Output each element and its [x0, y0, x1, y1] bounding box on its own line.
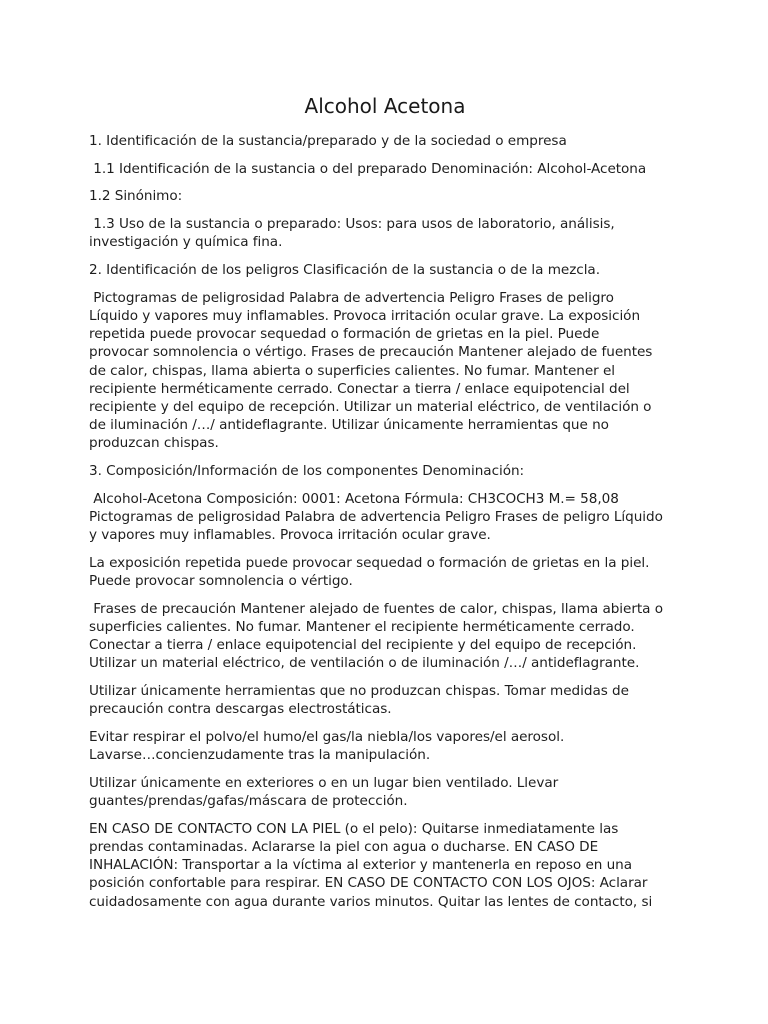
first-aid-paragraph: EN CASO DE CONTACTO CON LA PIEL (o el pelo): Quitarse inmediatamente las prendas contaminadas. Aclararse la piel con agua o ducharse. EN CASO DE INHALACIÓN: Transportar a la víctima al exterior y mantenerla en reposo en una posición confortable para respirar. EN CASO DE CONTACTO CON LOS OJOS: Aclarar cuidadosamente con agua durante varios minutos. Quitar las lentes de contacto, si	[89, 820, 653, 910]
tools-paragraph: Utilizar únicamente herramientas que no produzcan chispas. Tomar medidas de precaución contra descargas electrostáticas.	[89, 683, 629, 718]
section-1-2-paragraph: 1.2 Sinónimo:	[89, 188, 183, 205]
exposure-paragraph: La exposición repetida puede provocar sequedad o formación de grietas en la piel. Puede provocar somnolencia o vértigo.	[89, 554, 650, 590]
section-2-heading: 2. Identificación de los peligros Clasificación de la sustancia o de la mezcla.	[89, 262, 600, 279]
precaution-paragraph: Frases de precaución Mantener alejado de fuentes de calor, chispas, llama abierta o superficies calientes. No fumar. Mantener el recipiente herméticamente cerrado. Conectar a tierra / enlace equipotencial del recipiente y del equipo de recepción. Utilizar un material eléctrico, de ventilación o de iluminación /…/ antideflagrante.	[89, 600, 663, 672]
section-1-heading: 1. Identificación de la sustancia/preparado y de la sociedad o empresa	[89, 133, 567, 149]
section-2-body-paragraph: Pictogramas de peligrosidad Palabra de advertencia Peligro Frases de peligro Líquido y vapores muy inflamables. Provoca irritación ocular grave. La exposición repetida puede provocar sequedad o formación de grietas en la piel. Puede provocar somnolencia o vértigo. Frases de precaución Mantener alejado de fuentes de calor, chispas, llama abierta o superficies calientes. No fumar. Mantener el recipiente herméticamente cerrado. Conectar a tierra / enlace equipotencial del recipiente y del equipo de recepción. Utilizar un material eléctrico, de ventilación o de iluminación /…/ antideflagrante. Utilizar únicamente herramientas que no produzcan chispas.	[89, 289, 653, 452]
section-1-1-paragraph: 1.1 Identificación de la sustancia o del preparado Denominación: Alcohol-Acetona	[89, 160, 647, 177]
section-3-composition-paragraph: Alcohol-Acetona Composición: 0001: Acetona Fórmula: CH3COCH3 M.= 58,08 Pictogramas de peligrosidad Palabra de advertencia Peligro Frases de peligro Líquido y vapores muy inflamables. Provoca irritación ocular grave.	[89, 490, 663, 544]
ventilation-paragraph: Utilizar únicamente en exteriores o en un lugar bien ventilado. Llevar guantes/prendas/gafas/máscara de protección.	[89, 774, 559, 810]
section-3-heading: 3. Composición/Información de los componentes Denominación:	[89, 463, 525, 480]
document-title: Alcohol Acetona	[304, 94, 466, 118]
breathing-paragraph: Evitar respirar el polvo/el humo/el gas/la niebla/los vapores/el aerosol. Lavarse…concienzudamente tras la manipulación.	[89, 728, 565, 764]
document-page	[89, 92, 681, 920]
section-1-3-paragraph: 1.3 Uso de la sustancia o preparado: Usos: para usos de laboratorio, análisis, investigación y química fina.	[89, 216, 615, 251]
